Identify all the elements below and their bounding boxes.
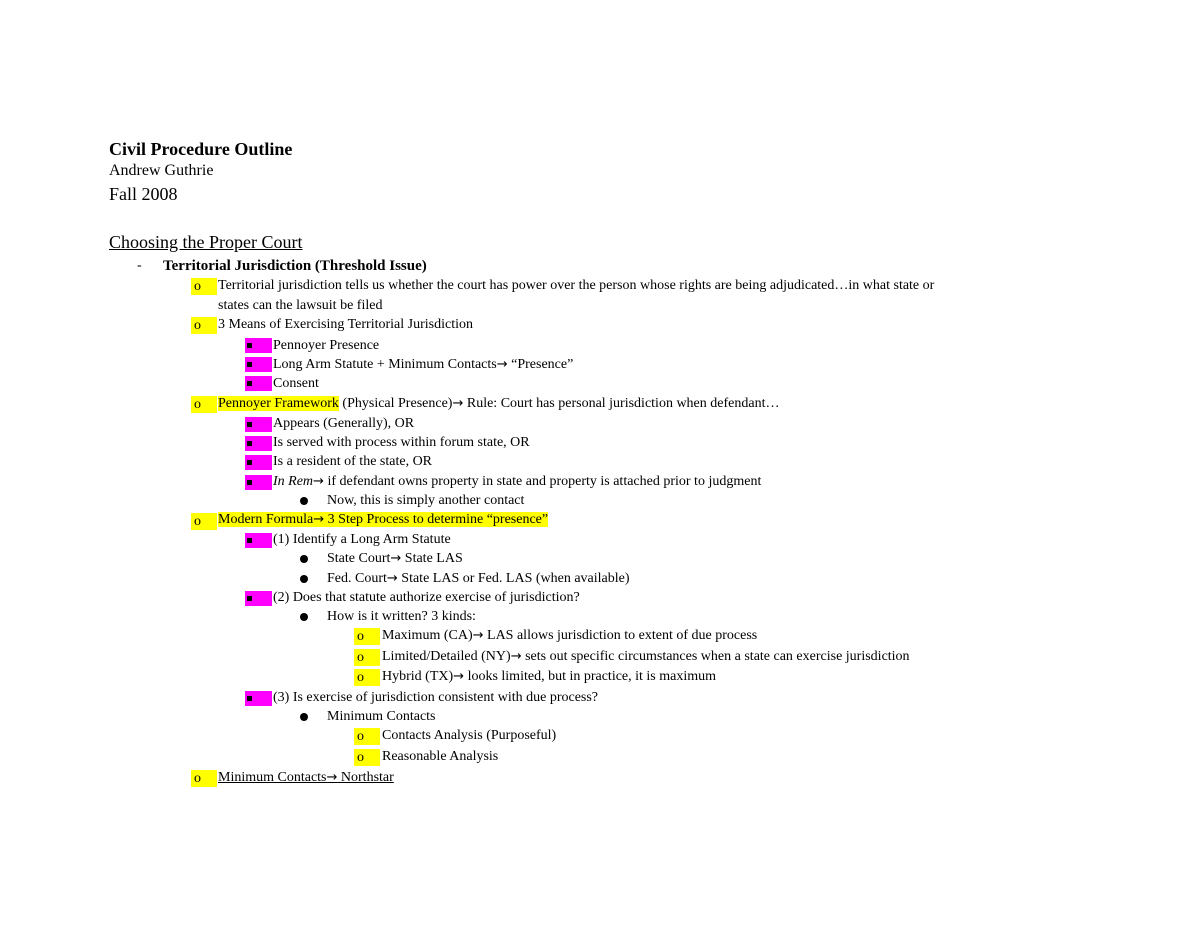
square-bullet (245, 376, 272, 391)
o-bullet: o (191, 770, 217, 787)
step-1-state: State Court→ State LAS (327, 551, 463, 566)
arrow-icon: → (496, 357, 508, 372)
square-bullet (245, 591, 272, 606)
in-rem-sub: Now, this is simply another contact (327, 493, 525, 508)
document-author: Andrew Guthrie (109, 162, 214, 179)
step-3: (3) Is exercise of jurisdiction consistent with due process? (273, 690, 599, 705)
means-item-2: Long Arm Statute + Minimum Contacts→ “Presence” (273, 357, 574, 372)
o-bullet: o (354, 649, 380, 666)
round-bullet (300, 575, 308, 583)
minimum-contacts-line: Minimum Contacts→ Northstar (218, 770, 394, 785)
o-bullet: o (191, 278, 217, 295)
kind-hybrid: Hybrid (TX)→ looks limited, but in practice, it is maximum (382, 669, 717, 684)
analysis-reasonable: Reasonable Analysis (382, 749, 499, 764)
means-item-1: Pennoyer Presence (273, 338, 380, 353)
round-bullet (300, 613, 308, 621)
in-rem-line: In Rem→ if defendant owns property in state and property is attached prior to judgment (273, 474, 762, 489)
kind-maximum: Maximum (CA)→ LAS allows jurisdiction to extent of due process (382, 628, 758, 643)
arrow-icon: → (386, 571, 398, 586)
modern-formula-line: Modern Formula→ 3 Step Process to determine “presence” (218, 512, 549, 527)
step-2-sub: How is it written? 3 kinds: (327, 609, 476, 624)
o-bullet: o (354, 669, 380, 686)
means-item-3: Consent (273, 376, 319, 391)
arrow-icon: → (453, 669, 465, 684)
square-bullet (245, 338, 272, 353)
territorial-heading: Territorial Jurisdiction (Threshold Issue) (163, 258, 427, 274)
round-bullet (300, 497, 308, 505)
arrow-icon: → (452, 396, 464, 411)
document-title: Civil Procedure Outline (109, 139, 293, 159)
arrow-icon: → (472, 628, 484, 643)
definition-line-1: Territorial jurisdiction tells us whether the court has power over the person whose rights are being adjudicated…in what state or (218, 278, 935, 293)
analysis-contacts: Contacts Analysis (Purposeful) (382, 728, 557, 743)
kind-limited: Limited/Detailed (NY)→ sets out specific circumstances when a state can exercise jurisdiction (382, 649, 910, 664)
arrow-icon: → (313, 512, 325, 527)
o-bullet: o (354, 628, 380, 645)
pennoyer-line: Pennoyer Framework (Physical Presence)→ Rule: Court has personal jurisdiction when defendant… (218, 396, 780, 411)
square-bullet (245, 475, 272, 490)
step-3-sub: Minimum Contacts (327, 709, 436, 724)
definition-line-2: states can the lawsuit be filed (218, 298, 383, 313)
pennoyer-item-1: Appears (Generally), OR (273, 416, 415, 431)
round-bullet (300, 713, 308, 721)
o-bullet: o (191, 513, 217, 530)
o-bullet: o (191, 396, 217, 413)
step-1: (1) Identify a Long Arm Statute (273, 532, 451, 547)
step-1-federal: Fed. Court→ State LAS or Fed. LAS (when available) (327, 571, 630, 586)
o-bullet: o (354, 749, 380, 766)
o-bullet: o (191, 317, 217, 334)
arrow-icon: → (326, 770, 338, 785)
pennoyer-item-2: Is served with process within forum state, OR (273, 435, 530, 450)
square-bullet (245, 436, 272, 451)
arrow-icon: → (510, 649, 522, 664)
section-heading: Choosing the Proper Court (109, 232, 303, 252)
arrow-icon: → (313, 474, 324, 489)
round-bullet (300, 555, 308, 563)
dash-bullet: - (137, 258, 142, 273)
square-bullet (245, 533, 272, 548)
square-bullet (245, 455, 272, 470)
square-bullet (245, 417, 272, 432)
o-bullet: o (354, 728, 380, 745)
arrow-icon: → (390, 551, 402, 566)
pennoyer-item-3: Is a resident of the state, OR (273, 454, 433, 469)
square-bullet (245, 357, 272, 372)
square-bullet (245, 691, 272, 706)
step-2: (2) Does that statute authorize exercise of jurisdiction? (273, 590, 580, 605)
document-term: Fall 2008 (109, 184, 178, 204)
means-label: 3 Means of Exercising Territorial Jurisdiction (218, 317, 473, 332)
